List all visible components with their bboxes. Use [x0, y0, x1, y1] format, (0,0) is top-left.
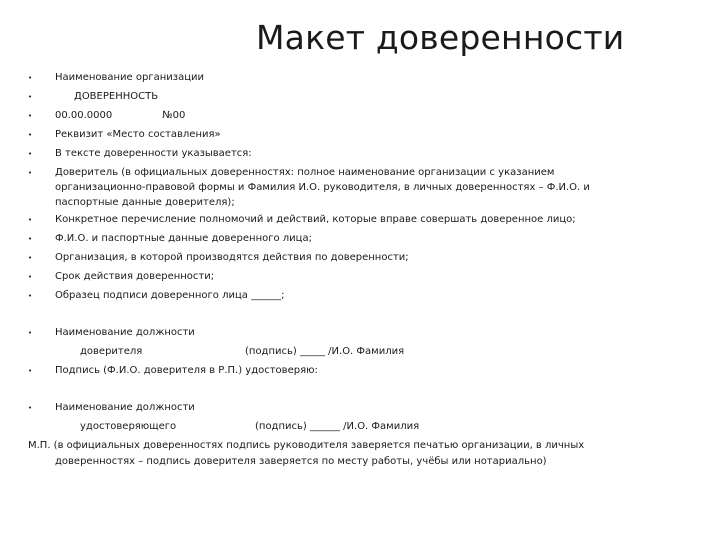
- certifier-word: удостоверяющего: [80, 421, 177, 432]
- place-line: Реквизит «Место составления»: [55, 129, 221, 140]
- powers-line: Конкретное перечисление полномочий и действий, которые вправе совершать доверенное лицо;: [55, 214, 576, 225]
- position-line-2: Наименование должности: [55, 402, 195, 413]
- bullet: •: [28, 235, 33, 243]
- bullet: •: [28, 93, 33, 101]
- org-name-line: Наименование организации: [55, 72, 205, 83]
- bullet: •: [28, 74, 33, 82]
- bullet: •: [28, 150, 33, 158]
- date-value: 00.00.0000: [55, 110, 113, 121]
- agent-line: Ф.И.О. и паспортные данные доверенного лица;: [55, 233, 312, 244]
- bullet: •: [28, 112, 33, 120]
- date-line: [55, 109, 185, 123]
- bullet: •: [28, 131, 33, 139]
- sample-signature-line: Образец подписи доверенного лица ______;: [55, 290, 285, 301]
- bullet: •: [28, 404, 33, 412]
- bullet: •: [28, 169, 33, 177]
- bullet: •: [28, 216, 33, 224]
- principal-word: доверителя: [80, 346, 143, 357]
- bullet: •: [28, 254, 33, 262]
- stamp-line-1: М.П. (в официальных доверенностях подпись руководителя заверяется печатью организации, в личных: [28, 440, 585, 451]
- number-value: №00: [162, 110, 186, 121]
- term-line: Срок действия доверенности;: [55, 271, 215, 282]
- bullet: •: [28, 273, 33, 281]
- principal-line-2: организационно-правовой формы и Фамилия И.О. руководителя, в личных доверенностях – Ф.И.О. и: [55, 182, 590, 193]
- signature-line-2: (подпись) ______ /И.О. Фамилия: [255, 421, 420, 432]
- bullet: •: [28, 367, 33, 375]
- organization-line: Организация, в которой производятся действия по доверенности;: [55, 252, 409, 263]
- principal-line-1: Доверитель (в официальных доверенностях: полное наименование организации с указанием: [55, 167, 555, 178]
- certify-line: Подпись (Ф.И.О. доверителя в Р.П.) удостоверяю:: [55, 365, 318, 376]
- text-intro-line: В тексте доверенности указывается:: [55, 148, 252, 159]
- page-title: Макет доверенности: [256, 18, 625, 57]
- bullet: •: [28, 329, 33, 337]
- stamp-line-2: доверенностях – подпись доверителя заверяется по месту работы, учёбы или нотариально): [55, 456, 547, 467]
- position-line-1: Наименование должности: [55, 327, 195, 338]
- bullet: •: [28, 292, 33, 300]
- signature-line-1: (подпись) _____ /И.О. Фамилия: [245, 346, 405, 357]
- doc-title-line: ДОВЕРЕННОСТЬ: [74, 91, 159, 102]
- principal-line-3: паспортные данные доверителя);: [55, 197, 235, 208]
